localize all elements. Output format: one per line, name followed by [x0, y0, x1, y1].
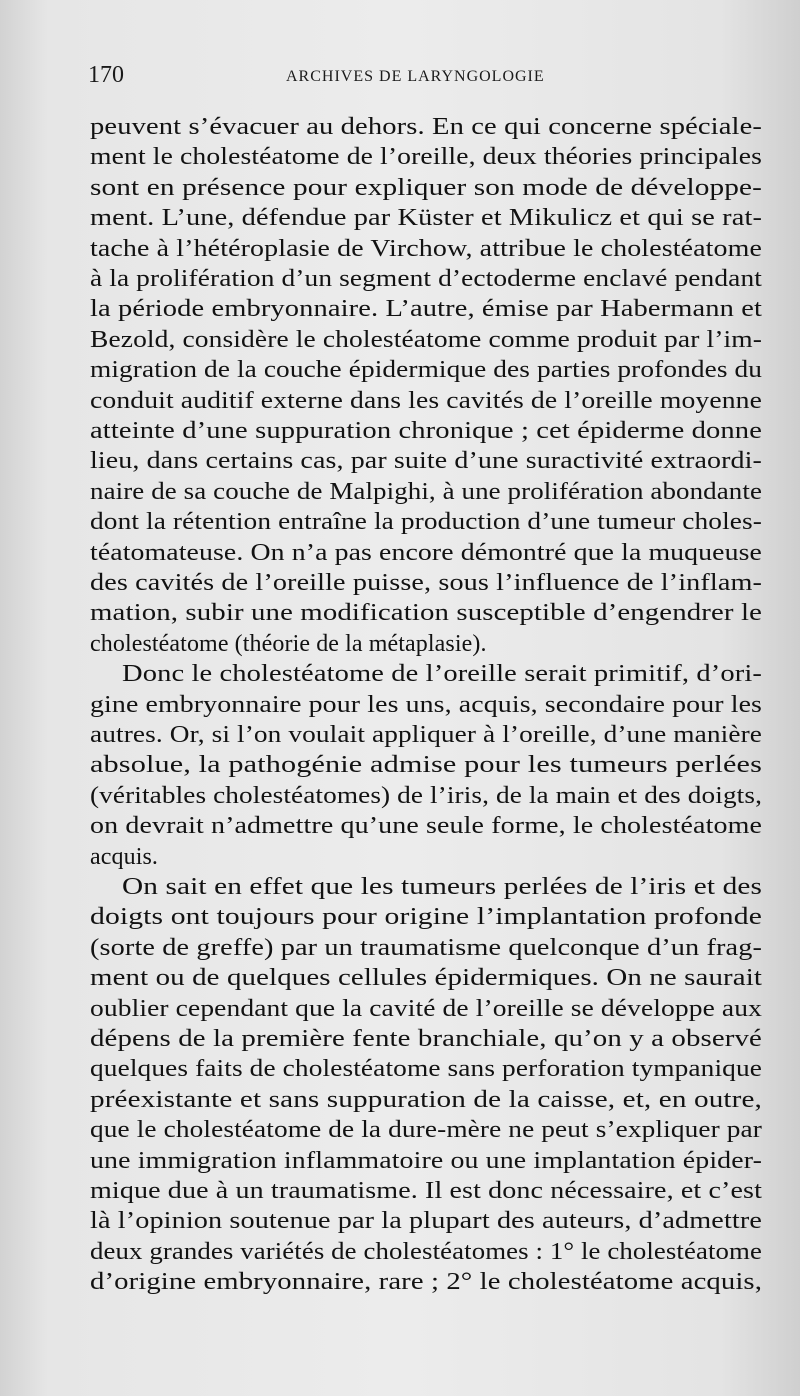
text-line: Bezold, considère le cholestéatome comme produit par l’im- [90, 326, 762, 353]
text-line: ment le cholestéatome de l’oreille, deux théories principales [90, 144, 762, 171]
text-line: préexistante et sans suppuration de la caisse, et, en outre, [90, 1086, 762, 1113]
text-line: des cavités de l’oreille puisse, sous l’influence de l’inflam- [90, 570, 763, 596]
text-line: deux grandes variétés de cholestéatomes : 1° le cholestéatome [90, 1238, 762, 1265]
text-line: dépens de la première fente branchiale, qu’on y a observé [90, 1026, 762, 1052]
text-line: ment ou de quelques cellules épidermiques. On ne saurait [90, 965, 763, 992]
text-line: la période embryonnaire. L’autre, émise par Habermann et [90, 296, 763, 323]
text-line: migration de la couche épidermique des parties profondes du [90, 357, 763, 384]
text-line: oublier cependant que la cavité de l’oreille se développe aux [90, 995, 762, 1022]
text-line: on devrait n’admettre qu’une seule forme, le cholestéatome [90, 813, 763, 840]
text-line: gine embryonnaire pour les uns, acquis, secondaire pour les [90, 691, 763, 718]
text-line: autres. Or, si l’on voulait appliquer à l’oreille, d’une manière [90, 722, 763, 748]
text-line: mique due à un traumatisme. Il est donc nécessaire, et c’est [90, 1178, 762, 1204]
text-line: mation, subir une modification susceptible d’engendrer le [90, 600, 763, 627]
text-line: conduit auditif externe dans les cavités de l’oreille moyenne [90, 387, 763, 414]
text-line: téatomateuse. On n’a pas encore démontré que la muqueuse [90, 539, 763, 566]
text-line: cholestéatome (théorie de la métaplasie). [90, 630, 487, 657]
text-line: absolue, la pathogénie admise pour les tumeurs perlées [90, 752, 763, 779]
text-line: naire de sa couche de Malpighi, à une prolifération abondante [90, 478, 763, 505]
text-line: Donc le cholestéatome de l’oreille serait primitif, d’ori- [122, 661, 762, 688]
running-title: ARCHIVES DE LARYNGOLOGIE [286, 68, 545, 85]
text-line: une immigration inflammatoire ou une implantation épider- [90, 1147, 762, 1174]
page-number: 170 [88, 62, 124, 88]
text-line: doigts ont toujours pour origine l’implantation profonde [90, 904, 762, 931]
text-line: peuvent s’évacuer au dehors. En ce qui concerne spéciale- [90, 114, 763, 140]
text-line: ment. L’une, défendue par Küster et Mikulicz et qui se rat- [90, 205, 763, 232]
text-line: que le cholestéatome de la dure-mère ne peut s’expliquer par [90, 1117, 763, 1144]
text-line: On sait en effet que les tumeurs perlées de l’iris et des [122, 874, 763, 900]
text-line: quelques faits de cholestéatome sans perforation tympanique [90, 1056, 762, 1083]
text-line: (sorte de greffe) par un traumatisme quelconque d’un frag- [90, 934, 763, 961]
text-line: là l’opinion soutenue par la plupart des auteurs, d’admettre [90, 1208, 763, 1235]
text-line: à la prolifération d’un segment d’ectoderme enclavé pendant [90, 266, 762, 292]
text-line: (véritables cholestéatomes) de l’iris, de la main et des doigts, [90, 782, 763, 809]
text-line: d’origine embryonnaire, rare ; 2° le cholestéatome acquis, [90, 1269, 762, 1296]
text-line: tache à l’hétéroplasie de Virchow, attribue le cholestéatome [90, 235, 763, 262]
text-line: atteinte d’une suppuration chronique ; cet épiderme donne [90, 418, 762, 444]
text-line: dont la rétention entraîne la production d’une tumeur choles- [90, 509, 763, 536]
page-header [88, 62, 760, 96]
text-line: sont en présence pour expliquer son mode de développe- [90, 174, 763, 201]
text-line: lieu, dans certains cas, par suite d’une suractivité extraordi- [90, 448, 762, 475]
text-line: acquis. [90, 843, 159, 870]
